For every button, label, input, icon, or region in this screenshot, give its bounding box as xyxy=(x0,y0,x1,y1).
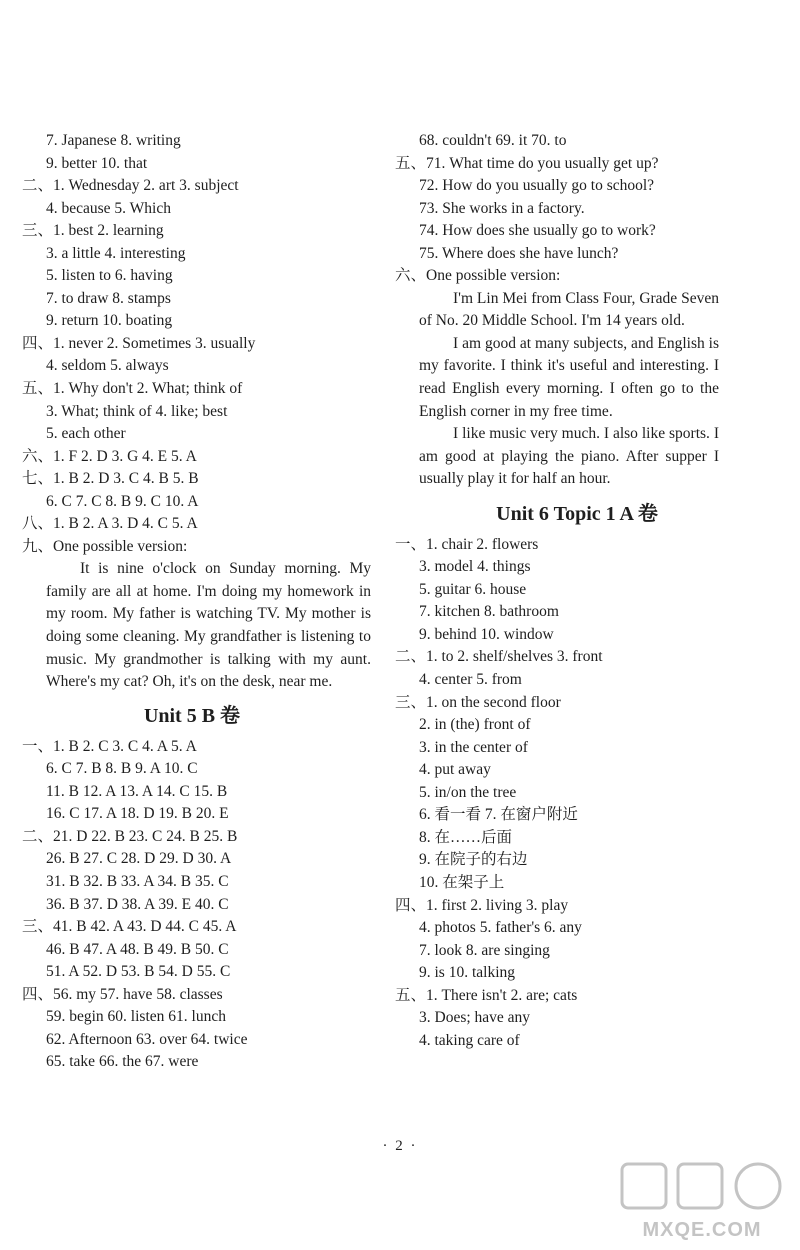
answer-line: 9. is 10. talking xyxy=(419,964,516,982)
answer-line: 五、1. Why don't 2. What; think of xyxy=(22,380,243,398)
answer-line: 26. B 27. C 28. D 29. D 30. A xyxy=(46,850,232,868)
answer-line: 68. couldn't 69. it 70. to xyxy=(419,132,567,149)
answer-line: 三、1. best 2. learning xyxy=(22,222,164,240)
essay-paragraph: It is nine o'clock on Sunday morning. My family are all at home. I'm doing my homework in my room. My father is watching TV. My mother is doing some cleaning. My grandfather is listening to music. My grandmother is talking with my aunt. Where's my cat? Oh, it's on the desk, near me. xyxy=(46,560,371,691)
answer-line: 5. listen to 6. having xyxy=(46,267,173,285)
answer-line: 5. in/on the tree xyxy=(419,783,517,801)
left-column xyxy=(22,130,371,1074)
right-column xyxy=(395,130,735,1052)
answer-line: 8. 在……后面 xyxy=(419,828,513,846)
answer-line: 二、21. D 22. B 23. C 24. B 25. B xyxy=(22,827,238,845)
answer-line: 四、56. my 57. have 58. classes xyxy=(22,985,223,1003)
answer-line: 62. Afternoon 63. over 64. twice xyxy=(46,1030,248,1048)
essay-paragraph: I am good at many subjects, and English is my favorite. I think it's useful and interesting. I read English every morning. I often go to the English corner in my free time. xyxy=(419,334,719,420)
answer-line: 6. 看一看 7. 在窗户附近 xyxy=(419,806,578,824)
answer-line: 3. model 4. things xyxy=(419,558,531,576)
answer-line: 51. A 52. D 53. B 54. D 55. C xyxy=(46,963,231,981)
answer-line: 5. guitar 6. house xyxy=(419,580,527,598)
answer-line: 5. each other xyxy=(46,425,126,443)
answer-line: 9. 在院子的右边 xyxy=(419,851,528,869)
answer-line: 四、1. first 2. living 3. play xyxy=(395,896,569,914)
answer-line: 九、One possible version: xyxy=(22,537,188,555)
answer-line: 11. B 12. A 13. A 14. C 15. B xyxy=(46,782,228,800)
answer-line: 7. kitchen 8. bathroom xyxy=(419,603,559,621)
essay-paragraph: I'm Lin Mei from Class Four, Grade Seven of No. 20 Middle School. I'm 14 years old. xyxy=(419,289,719,330)
answer-line: 59. begin 60. listen 61. lunch xyxy=(46,1008,226,1026)
answer-line: 31. B 32. B 33. A 34. B 35. C xyxy=(46,872,229,890)
answer-line: 七、1. B 2. D 3. C 4. B 5. B xyxy=(22,470,199,488)
answer-line: 3. Does; have any xyxy=(419,1009,531,1027)
answer-line: 3. a little 4. interesting xyxy=(46,244,186,262)
answer-line: 五、1. There isn't 2. are; cats xyxy=(395,986,578,1004)
essay-paragraph: I like music very much. I also like sports. I am good at playing the piano. After supper I usually play it for half an hour. xyxy=(419,425,719,488)
answer-line: 4. center 5. from xyxy=(419,671,522,689)
answer-line: 一、1. B 2. C 3. C 4. A 5. A xyxy=(22,737,197,755)
answer-line: 74. How does she usually go to work? xyxy=(419,222,656,240)
answer-line: 4. photos 5. father's 6. any xyxy=(419,919,582,937)
answer-line: 9. return 10. boating xyxy=(46,312,173,330)
answer-line: 7. look 8. are singing xyxy=(419,941,550,959)
answer-line: 9. behind 10. window xyxy=(419,625,554,643)
answer-line: 六、1. F 2. D 3. G 4. E 5. A xyxy=(22,447,197,465)
answer-line: 三、41. B 42. A 43. D 44. C 45. A xyxy=(22,918,237,936)
answer-line: 72. How do you usually go to school? xyxy=(419,177,655,195)
section-heading: Unit 6 Topic 1 A 卷 xyxy=(496,502,658,525)
watermark-logo xyxy=(612,1160,792,1242)
answer-line: 3. What; think of 4. like; best xyxy=(46,402,228,420)
answer-line: 三、1. on the second floor xyxy=(395,693,561,711)
answer-line: 73. She works in a factory. xyxy=(419,199,585,217)
answer-line: 10. 在架子上 xyxy=(419,873,505,891)
answer-line: 75. Where does she have lunch? xyxy=(419,244,619,262)
page-number: · 2 · xyxy=(382,1138,418,1154)
answer-line: 八、1. B 2. A 3. D 4. C 5. A xyxy=(22,515,198,533)
answer-line: 4. put away xyxy=(419,761,491,779)
answer-line: 五、71. What time do you usually get up? xyxy=(395,154,659,172)
answer-line: 36. B 37. D 38. A 39. E 40. C xyxy=(46,895,229,913)
answer-line: 一、1. chair 2. flowers xyxy=(395,535,539,553)
answer-line: 4. seldom 5. always xyxy=(46,357,169,375)
answer-line: 7. to draw 8. stamps xyxy=(46,289,171,307)
answer-line: 16. C 17. A 18. D 19. B 20. E xyxy=(46,805,229,823)
answer-line: 65. take 66. the 67. were xyxy=(46,1053,199,1071)
answer-line: 四、1. never 2. Sometimes 3. usually xyxy=(22,334,256,352)
section-heading: Unit 5 B 卷 xyxy=(143,704,241,727)
answer-line: 9. better 10. that xyxy=(46,154,148,172)
answer-line: 4. taking care of xyxy=(419,1031,520,1049)
answer-line: 6. C 7. B 8. B 9. A 10. C xyxy=(46,760,198,778)
answer-line: 二、1. Wednesday 2. art 3. subject xyxy=(22,177,239,195)
answer-line: 4. because 5. Which xyxy=(46,199,171,217)
answer-line: 6. C 7. C 8. B 9. C 10. A xyxy=(46,492,199,510)
answer-line: 2. in (the) front of xyxy=(419,716,531,734)
watermark-url: MXQE.COM xyxy=(642,1219,762,1241)
answer-line: 二、1. to 2. shelf/shelves 3. front xyxy=(395,648,603,666)
answer-line: 六、One possible version: xyxy=(395,267,561,285)
answer-line: 46. B 47. A 48. B 49. B 50. C xyxy=(46,940,229,958)
answer-line: 3. in the center of xyxy=(419,738,528,756)
answer-line: 7. Japanese 8. writing xyxy=(46,132,181,149)
